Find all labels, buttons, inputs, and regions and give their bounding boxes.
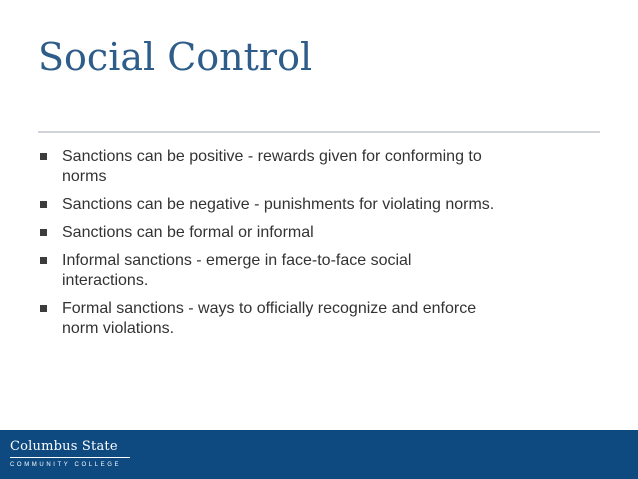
logo-subtitle: COMMUNITY COLLEGE <box>10 462 122 468</box>
columbus-state-logo <box>0 430 132 479</box>
list-item <box>38 251 498 291</box>
list-item <box>38 299 498 339</box>
logo-divider <box>10 457 130 458</box>
bullet-text: Formal sanctions - ways to officially recognize and enforce norm violations. <box>62 300 477 337</box>
square-bullet-icon <box>40 305 47 312</box>
square-bullet-icon <box>40 257 47 264</box>
title-divider <box>38 131 600 133</box>
bullet-text: Sanctions can be positive - rewards given for conforming to norms <box>62 148 482 185</box>
logo-name: Columbus State <box>10 439 118 454</box>
bullet-list <box>38 147 498 347</box>
square-bullet-icon <box>40 201 47 208</box>
slide-title: Social Control <box>38 35 313 79</box>
footer-bar <box>0 430 638 479</box>
bullet-text: Sanctions can be negative - punishments for violating norms. <box>62 196 495 213</box>
bullet-text: Sanctions can be formal or informal <box>62 224 314 241</box>
bullet-text: Informal sanctions - emerge in face-to-face social interactions. <box>62 252 412 289</box>
list-item <box>38 195 498 215</box>
list-item <box>38 147 498 187</box>
list-item <box>38 223 498 243</box>
square-bullet-icon <box>40 229 47 236</box>
square-bullet-icon <box>40 153 47 160</box>
